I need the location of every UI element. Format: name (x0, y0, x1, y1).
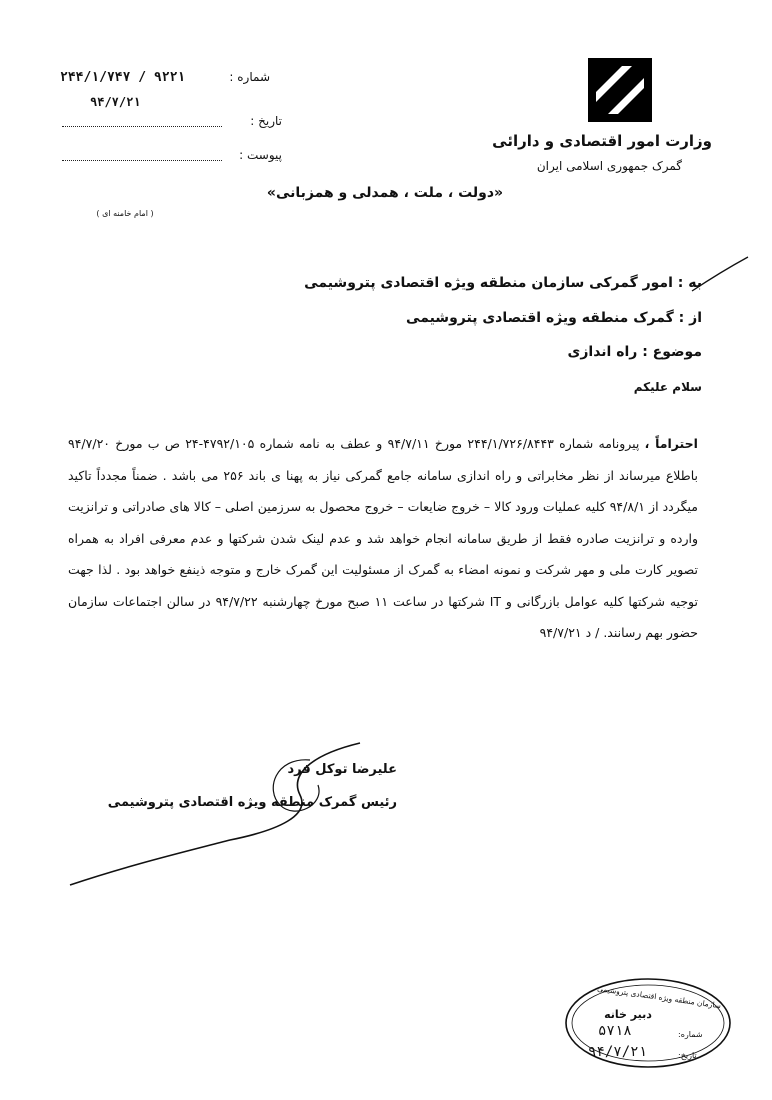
letter-date-value: ۹۴/۷/۲۱ (90, 95, 141, 109)
stamp-number-value: ۵۷۱۸ (598, 1023, 632, 1039)
motto-source: ( امام خامنه ای ) (96, 209, 154, 218)
attachment-dotted-line (62, 160, 222, 161)
letter-body (68, 428, 698, 649)
stamp-date-label: تاریخ: (678, 1051, 697, 1060)
customs-logo-icon (588, 58, 652, 122)
greeting: سلام علیکم (633, 380, 702, 394)
letter-number-label: شماره : (229, 70, 270, 84)
attachment-label: پیوست : (239, 148, 282, 162)
letter-date-label: تاریخ : (250, 114, 282, 128)
motto: «دولت ، ملت ، همدلی و همزبانی» (266, 185, 504, 201)
subject-line: موضوع : راه اندازی (567, 344, 702, 360)
recipient-line: به : امور گمرکی سازمان منطقه ویژه اقتصادی پتروشیمی (304, 275, 702, 291)
letter-number-value: ۲۴۴/۱/۷۴۷ / ۹۲۲۱ (60, 70, 186, 85)
body-lead: احتراماً ، (644, 436, 698, 451)
ministry-name: وزارت امور اقتصادی و دارائی (492, 132, 712, 150)
sender-line: از : گمرک منطقه ویژه اقتصادی پتروشیمی (406, 310, 702, 326)
signature-scribble-icon (60, 735, 390, 895)
attachment-row (62, 148, 282, 166)
body-text: پیرونامه شماره ۲۴۴/۱/۷۲۶/۸۴۴۳ مورخ ۹۴/۷/۱۱ و عطف به نامه شماره ۴۷۹۲/۱۰۵-۲۴ ص ب مورخ ۹۴/۷/۲۰ باطلاع میرساند از نظر مخابراتی و راه اندازی سامانه جامع گمرکی نیاز به پهنا ی باند ۲۵۶ می باشد . ضمناً مجدداً تاکید میگردد از ۹۴/۸/۱ کلیه عملیات ورود کالا – خروج ضایعات – خروج محصول به سرزمین اصلی – کالا های صادراتی و ترانزیت وارده و ترانزیت صادره فقط از طریق سامانه انجام خواهد شد و عدم لینک شدن شرکتها و عدم معرفی افراد به همراه تصویر کارت ملی و مهر شرکت و نمونه امضاء به گمرک از مسئولیت این گمرک خارج و متوجه ذینفع خواهد بود . لذا جهت توجیه شرکتها کلیه عوامل بازرگانی و IT شرکتها در ساعت ۱۱ صبح مورخ چهارشنبه ۹۴/۷/۲۲ در سالن اجتماعات سازمان حضور بهم رسانند. / د ۹۴/۷/۲۱ (68, 436, 699, 640)
customs-name: گمرک جمهوری اسلامی ایران (536, 159, 682, 173)
date-dotted-line (62, 126, 222, 127)
stamp-number-label: شماره: (678, 1030, 703, 1039)
stamp-title: دبیر خانه (604, 1008, 652, 1021)
signatory-title: رئیس گمرک منطقه ویژه اقتصادی پتروشیمی (107, 795, 397, 810)
signatory-name: علیرضا توکل فرد (287, 762, 397, 777)
stamp-date-value: ۹۴/۷/۲۱ (588, 1044, 648, 1060)
letter-date-row (62, 114, 282, 132)
stamp-organization: سازمان منطقه ویژه اقتصادی پتروشیمی (596, 984, 722, 1011)
